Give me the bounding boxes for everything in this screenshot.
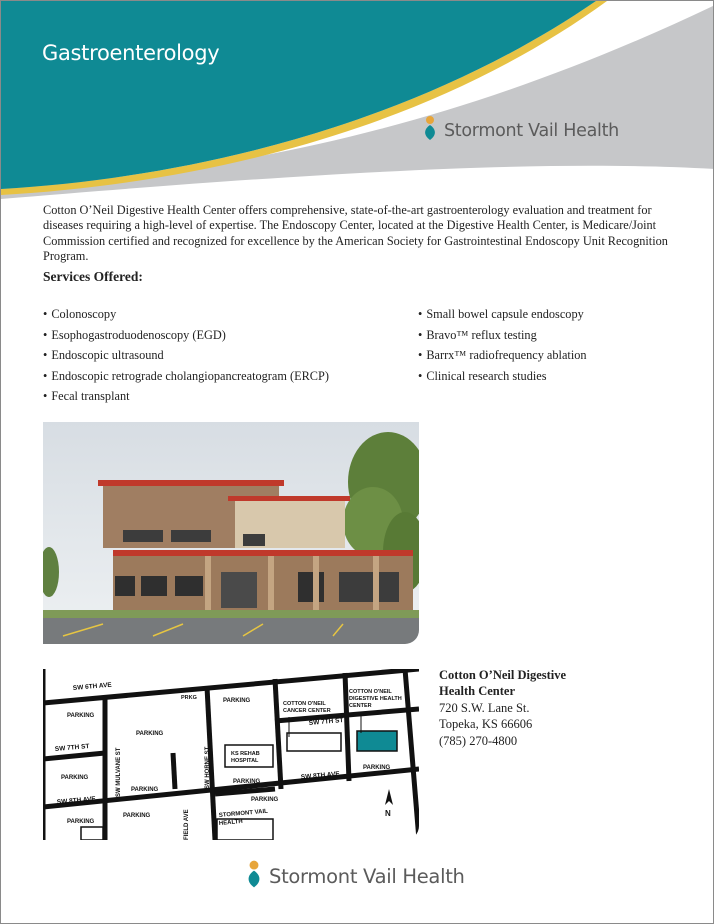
logo-drop-icon: [421, 115, 439, 146]
map-building-label: HOSPITAL: [231, 758, 259, 764]
map-parking-label: PARKING: [67, 713, 95, 719]
address-name-line2: Health Center: [439, 684, 516, 699]
map-street-label: FIELD AVE: [184, 809, 190, 840]
list-item: • Clinical research studies: [418, 366, 587, 387]
map-parking-label: PARKING: [233, 779, 261, 785]
map-building-label: COTTON O'NEIL: [349, 689, 392, 695]
list-item: • Endoscopic ultrasound: [43, 345, 329, 366]
services-list-left: [43, 304, 329, 407]
services-list-right: [418, 304, 587, 386]
address-name-line1: Cotton O’Neil Digestive: [439, 668, 567, 682]
list-item: • Colonoscopy: [43, 304, 329, 325]
map-street-label: SW 7TH ST: [308, 716, 344, 727]
header-banner: [1, 1, 714, 201]
brand-logo-bottom: [244, 859, 465, 894]
building-photo: [43, 422, 419, 644]
map-parking-label: PARKING: [251, 797, 279, 803]
map-building-label: CENTER: [349, 703, 372, 709]
list-item: • Small bowel capsule endoscopy: [418, 304, 587, 325]
map-building-label: KS REHAB: [231, 751, 260, 757]
map-parking-label: PARKING: [223, 698, 251, 704]
map-parking-label: PARKING: [131, 787, 159, 793]
list-item: • Esophogastroduodenoscopy (EGD): [43, 325, 329, 346]
map-street-label: SW 6TH AVE: [72, 681, 113, 692]
brand-name: Stormont Vail Health: [269, 865, 465, 888]
map-street-label: SW 7TH ST: [54, 742, 90, 753]
list-item: • Bravo™ reflux testing: [418, 325, 587, 346]
map-parking-label: PRKG: [181, 695, 197, 701]
location-map: [43, 669, 419, 840]
list-item: • Fecal transplant: [43, 386, 329, 407]
logo-drop-icon: [244, 859, 264, 894]
map-street-label: SW 8TH AVE: [56, 795, 97, 806]
map-street-label: SW 8TH AVE: [300, 770, 341, 781]
map-parking-label: PARKING: [363, 765, 391, 771]
address-phone: (785) 270-4800: [439, 733, 518, 748]
page-title: Gastroenterology: [42, 41, 220, 65]
services-heading: Services Offered:: [43, 269, 143, 284]
brand-name: Stormont Vail Health: [444, 120, 619, 141]
map-street-label: SW MULVANE ST: [116, 747, 122, 797]
list-item: • Endoscopic retrograde cholangiopancreatogram (ERCP): [43, 366, 329, 387]
map-building-label: CANCER CENTER: [283, 708, 331, 714]
map-building-label: STORMONT VAIL: [218, 808, 269, 819]
intro-paragraph: Cotton O’Neil Digestive Health Center offers comprehensive, state-of-the-art gastroenterology evaluation and treatment for diseases requiring a high-level of expertise. The Endoscopy Center, located at the Digestive Health Center, is Medicare/Joint Commission certified and recognized for excellence by the American Society for Gastrointestinal Endoscopy Unit Recognition Program.: [43, 203, 668, 264]
brand-logo-top: [421, 115, 619, 146]
map-street-label: SW HORNE ST: [205, 746, 211, 789]
list-item: • Barrx™ radiofrequency ablation: [418, 345, 587, 366]
map-parking-label: PARKING: [136, 731, 164, 737]
map-parking-label: PARKING: [67, 819, 95, 825]
map-building-label: HEALTH: [218, 818, 243, 827]
map-parking-label: PARKING: [123, 813, 151, 819]
map-building-label: COTTON O'NEIL: [283, 701, 326, 707]
map-parking-label: PARKING: [61, 775, 89, 781]
map-building-label: DIGESTIVE HEALTH: [349, 696, 402, 702]
address-block: [439, 667, 566, 749]
address-street: 720 S.W. Lane St.: [439, 700, 530, 715]
address-city: Topeka, KS 66606: [439, 717, 533, 732]
north-label: N: [385, 809, 391, 818]
